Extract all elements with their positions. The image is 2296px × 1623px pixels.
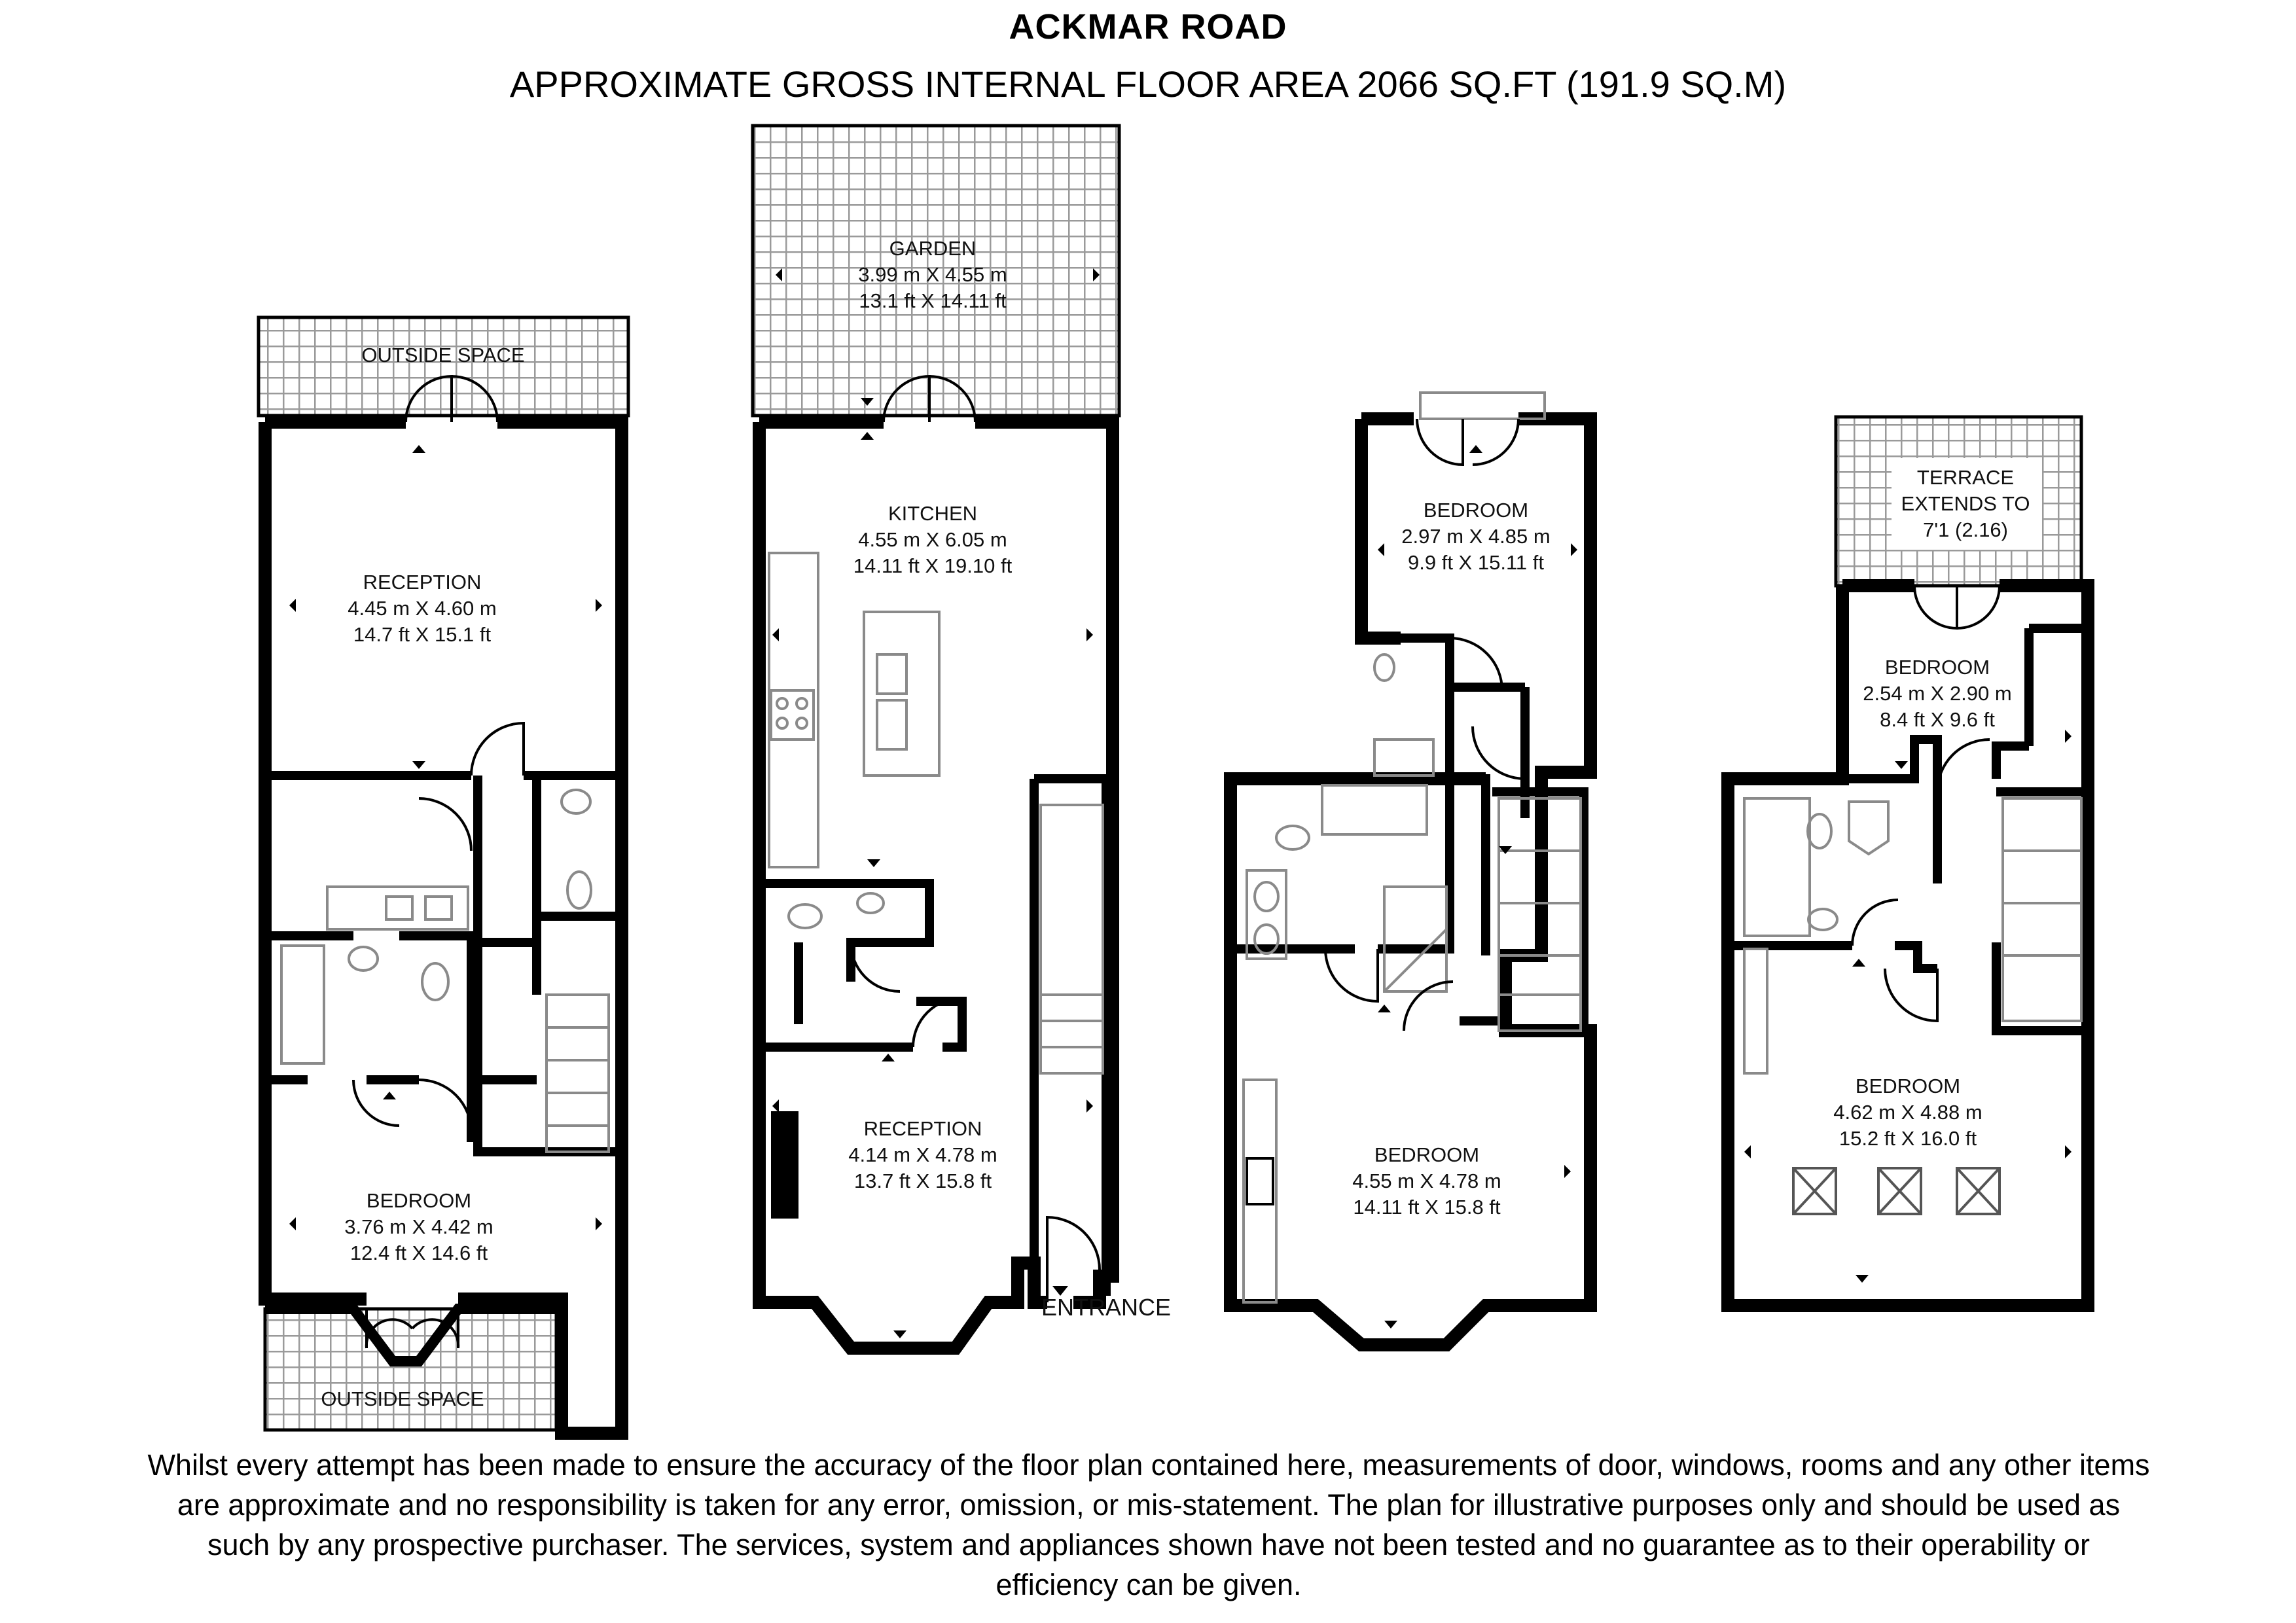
lower-reception-name: RECEPTION <box>363 571 482 594</box>
kitchen-name: KITCHEN <box>888 502 978 525</box>
kitchen-metric: 4.55 m X 6.05 m <box>858 528 1007 551</box>
second-top-bedroom-imperial: 8.4 ft X 9.6 ft <box>1880 708 1995 731</box>
second-bottom-bedroom-imperial: 15.2 ft X 16.0 ft <box>1839 1127 1977 1150</box>
garden-imperial: 13.1 ft X 14.11 ft <box>859 289 1007 312</box>
lower-reception-imperial: 14.7 ft X 15.1 ft <box>353 623 492 646</box>
lower-bedroom-metric: 3.76 m X 4.42 m <box>344 1215 493 1238</box>
second-floor <box>1728 417 2088 1306</box>
entrance-label: ENTRANCE <box>1041 1294 1172 1321</box>
ground-reception-metric: 4.14 m X 4.78 m <box>848 1143 997 1166</box>
kitchen-imperial: 14.11 ft X 19.10 ft <box>853 554 1013 577</box>
lower-reception-metric: 4.45 m X 4.60 m <box>348 597 497 620</box>
terrace-line3: 7'1 (2.16) <box>1923 518 2008 541</box>
outside-space-top-area <box>259 317 628 416</box>
lower-ground-floor <box>259 317 628 1433</box>
first-bottom-bedroom-imperial: 14.11 ft X 15.8 ft <box>1353 1196 1501 1219</box>
terrace-line1: TERRACE <box>1916 466 2015 489</box>
terrace-line2: EXTENDS TO <box>1901 492 2030 515</box>
garden-metric: 3.99 m X 4.55 m <box>858 263 1007 286</box>
first-top-bedroom-name: BEDROOM <box>1423 499 1529 522</box>
first-bottom-bedroom-metric: 4.55 m X 4.78 m <box>1352 1169 1501 1192</box>
first-bottom-bedroom-name: BEDROOM <box>1374 1143 1480 1166</box>
first-top-bedroom-metric: 2.97 m X 4.85 m <box>1401 525 1551 548</box>
plan-title: ACKMAR ROAD <box>1009 7 1287 46</box>
plan-subtitle: APPROXIMATE GROSS INTERNAL FLOOR AREA 2066 SQ.FT (191.9 SQ.M) <box>509 63 1787 105</box>
lower-bedroom-imperial: 12.4 ft X 14.6 ft <box>350 1241 488 1264</box>
garden-name: GARDEN <box>889 237 977 260</box>
disclaimer-text: Whilst every attempt has been made to ensure the accuracy of the floor plan contained here, measurements of door, windows, rooms and any other items are approximate and no responsibility is taken for any error, omission, or mis-statement. The plan for illustrative purposes only and should be used as such by any prospective purchaser. The services, system and appliances shown have not been tested and no guarantee as to their operability or efficiency can be given. <box>147 1448 2150 1601</box>
lower-bedroom-name: BEDROOM <box>366 1189 472 1212</box>
ground-reception-imperial: 13.7 ft X 15.8 ft <box>853 1169 992 1192</box>
second-top-bedroom-name: BEDROOM <box>1884 656 1990 679</box>
outside-space-top-label: OUTSIDE SPACE <box>361 344 525 366</box>
outside-space-bottom-label: OUTSIDE SPACE <box>321 1387 484 1410</box>
ground-reception-name: RECEPTION <box>863 1117 982 1140</box>
second-top-bedroom-metric: 2.54 m X 2.90 m <box>1863 682 2012 705</box>
second-bottom-bedroom-name: BEDROOM <box>1855 1075 1961 1097</box>
second-bottom-bedroom-metric: 4.62 m X 4.88 m <box>1833 1101 1982 1124</box>
first-top-bedroom-imperial: 9.9 ft X 15.11 ft <box>1408 551 1544 574</box>
